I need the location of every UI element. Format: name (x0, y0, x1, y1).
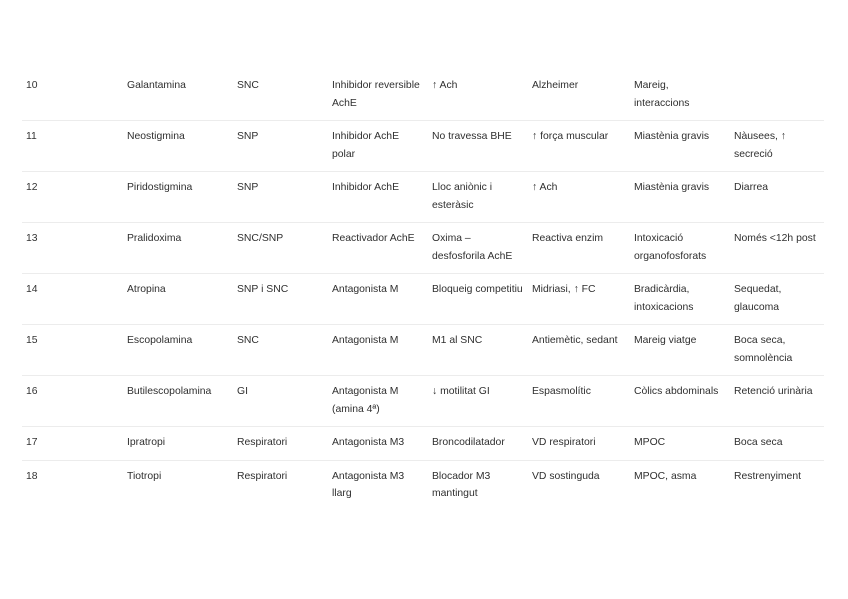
drug-name: Pralidoxima (123, 223, 233, 274)
drug-effect: Oxima – desfosforila AchE (428, 223, 528, 274)
drug-indication: Miastènia gravis (630, 121, 730, 172)
row-number: 14 (22, 274, 123, 325)
drug-name: Atropina (123, 274, 233, 325)
table-row (22, 325, 824, 376)
drug-use: Antiemètic, sedant (528, 325, 630, 376)
row-number: 15 (22, 325, 123, 376)
table-row (22, 70, 824, 121)
row-number: 13 (22, 223, 123, 274)
drug-name: Neostigmina (123, 121, 233, 172)
drug-adverse: Retenció urinària (730, 376, 824, 427)
drug-use: Reactiva enzim (528, 223, 630, 274)
drug-mechanism: Inhibidor AchE polar (328, 121, 428, 172)
drug-name: Escopolamina (123, 325, 233, 376)
drug-system: GI (233, 376, 328, 427)
row-number: 16 (22, 376, 123, 427)
drug-indication: Bradicàrdia, intoxicacions (630, 274, 730, 325)
table-row (22, 376, 824, 427)
drug-effect: Lloc aniònic i esteràsic (428, 172, 528, 223)
drug-indication: Mareig, interaccions (630, 70, 730, 121)
drug-adverse: Restrenyiment (734, 470, 801, 482)
table-row (22, 223, 824, 274)
table-row (22, 172, 824, 223)
drug-system: SNC (233, 325, 328, 376)
drug-effect: Blocador M3 mantingut (432, 470, 491, 499)
drug-name: Galantamina (123, 70, 233, 121)
drug-mechanism: Antagonista M (328, 325, 428, 376)
drug-effect: Bloqueig competitiu (428, 274, 528, 325)
drug-use: ↑ Ach (528, 172, 630, 223)
drug-name: Ipratropi (123, 427, 233, 461)
table-row (22, 274, 824, 325)
drug-adverse: Sequedat, glaucoma (730, 274, 824, 325)
drug-adverse (730, 70, 824, 121)
drug-name: Piridostigmina (123, 172, 233, 223)
drug-mechanism: Antagonista M (328, 274, 428, 325)
drug-system: SNC/SNP (233, 223, 328, 274)
drug-adverse: Nàusees, ↑ secreció (730, 121, 824, 172)
drug-mechanism: Antagonista M3 llarg (332, 470, 405, 499)
drug-mechanism: Reactivador AchE (328, 223, 428, 274)
drug-effect: Broncodilatador (428, 427, 528, 461)
drug-use: Espasmolític (528, 376, 630, 427)
drug-system: SNP (233, 121, 328, 172)
table-row (22, 460, 824, 511)
drug-name: Tiotropi (127, 470, 162, 482)
drug-system: SNP i SNC (233, 274, 328, 325)
drug-system: SNC (233, 70, 328, 121)
row-number: 17 (22, 427, 123, 461)
drug-indication: Còlics abdominals (630, 376, 730, 427)
drug-name: Butilescopolamina (123, 376, 233, 427)
drug-mechanism: Antagonista M (amina 4ª) (328, 376, 428, 427)
row-number: 18 (26, 470, 38, 482)
drug-indication: Miastènia gravis (630, 172, 730, 223)
table-row (22, 121, 824, 172)
table-row (22, 427, 824, 461)
drug-use: Alzheimer (528, 70, 630, 121)
drug-adverse: Diarrea (730, 172, 824, 223)
drug-use: VD respiratori (528, 427, 630, 461)
drug-system: Respiratori (233, 427, 328, 461)
drug-indication: Intoxicació organofosforats (630, 223, 730, 274)
drug-indication: MPOC (630, 427, 730, 461)
drug-system: Respiratori (237, 470, 288, 482)
drug-adverse: Només <12h post (730, 223, 824, 274)
drug-effect: M1 al SNC (428, 325, 528, 376)
row-number: 12 (22, 172, 123, 223)
drug-system: SNP (233, 172, 328, 223)
row-number: 11 (22, 121, 123, 172)
drug-use: ↑ força muscular (528, 121, 630, 172)
drug-mechanism: Antagonista M3 (328, 427, 428, 461)
drug-use: Midriasi, ↑ FC (528, 274, 630, 325)
drug-indication: Mareig viatge (630, 325, 730, 376)
drug-mechanism: Inhibidor AchE (328, 172, 428, 223)
drug-use: VD sostinguda (532, 470, 600, 482)
drug-table (22, 70, 824, 511)
drug-adverse: Boca seca (730, 427, 824, 461)
drug-effect: ↑ Ach (428, 70, 528, 121)
drug-mechanism: Inhibidor reversible AchE (328, 70, 428, 121)
row-number: 10 (22, 70, 123, 121)
drug-effect: ↓ motilitat GI (428, 376, 528, 427)
drug-adverse: Boca seca, somnolència (730, 325, 824, 376)
drug-indication: MPOC, asma (634, 470, 697, 482)
drug-effect: No travessa BHE (428, 121, 528, 172)
